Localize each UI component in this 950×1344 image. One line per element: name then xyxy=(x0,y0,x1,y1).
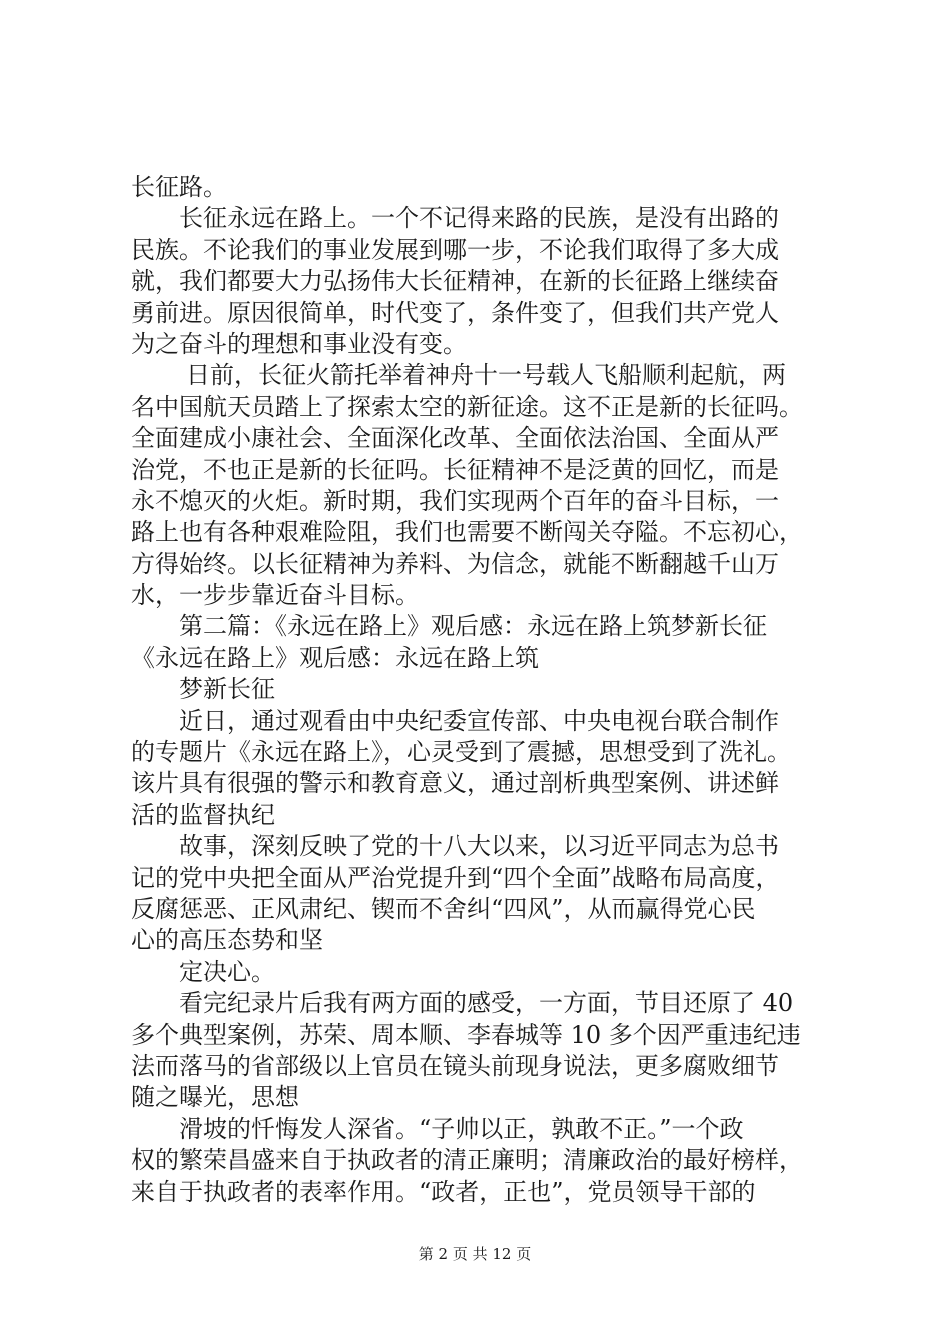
page-footer: 第 2 页 共 12 页 xyxy=(418,1245,532,1263)
text-line: 民族。不论我们的事业发展到哪一步，不论我们取得了多大成 xyxy=(131,235,779,264)
text-line: 的专题片《永远在路上》，心灵受到了震撼，思想受到了洗礼。 xyxy=(131,738,791,767)
text-line: 心的高压态势和坚 xyxy=(131,926,323,955)
text-line: 治党，不也正是新的长征吗。长征精神不是泛黄的回忆，而是 xyxy=(131,455,779,484)
text-line: 多个典型案例，苏荣、周本顺、李春城等 10 多个因严重违纪违 xyxy=(131,1020,801,1049)
text-line: 看完纪录片后我有两方面的感受，一方面，节目还原了 40 xyxy=(179,989,794,1018)
text-line: 滑坡的忏悔发人深省。“子帅以正，孰敢不正。”一个政 xyxy=(179,1114,744,1143)
text-line: 全面建成小康社会、全面深化改革、全面依法治国、全面从严 xyxy=(131,424,779,453)
text-line: 近日，通过观看由中央纪委宣传部、中央电视台联合制作 xyxy=(179,706,779,735)
text-line: 定决心。 xyxy=(179,957,275,986)
text-line: 来自于执政者的表率作用。“政者，正也”，党员领导干部的 xyxy=(131,1177,756,1206)
text-line: 方得始终。以长征精神为养料、为信念，就能不断翻越千山万 xyxy=(131,549,779,578)
text-line: 第二篇：《永远在路上》观后感：永远在路上筑梦新长征 xyxy=(179,612,767,641)
text-line: 梦新长征 xyxy=(179,675,275,704)
text-line: 勇前进。原因很简单，时代变了，条件变了，但我们共产党人 xyxy=(131,298,779,327)
text-line: 记的党中央把全面从严治党提升到“四个全面”战略布局高度， xyxy=(131,863,780,892)
text-line: 名中国航天员踏上了探索太空的新征途。这不正是新的长征吗。 xyxy=(131,392,803,421)
text-line: 《永远在路上》观后感：永远在路上筑 xyxy=(131,643,539,672)
text-line: 为之奋斗的理想和事业没有变。 xyxy=(131,329,467,358)
text-line: 路上也有各种艰难险阻，我们也需要不断闯关夺隘。不忘初心， xyxy=(131,518,803,547)
text-line: 就，我们都要大力弘扬伟大长征精神，在新的长征路上继续奋 xyxy=(131,267,779,296)
text-line: 权的繁荣昌盛来自于执政者的清正廉明；清廉政治的最好榜样， xyxy=(131,1146,803,1175)
text-line: 长征永远在路上。一个不记得来路的民族，是没有出路的 xyxy=(179,204,779,233)
text-line: 反腐惩恶、正风肃纪、锲而不舍纠“四风”，从而赢得党心民 xyxy=(131,894,756,923)
text-line: 永不熄灭的火炬。新时期，我们实现两个百年的奋斗目标，一 xyxy=(131,486,779,515)
text-line: 故事，深刻反映了党的十八大以来，以习近平同志为总书 xyxy=(179,832,779,861)
text-line: 随之曝光，思想 xyxy=(131,1083,299,1112)
document-body xyxy=(131,172,837,1208)
text-line: 该片具有很强的警示和教育意义，通过剖析典型案例、讲述鲜 xyxy=(131,769,779,798)
text-line: 日前，长征火箭托举着神舟十一号载人飞船顺利起航，两 xyxy=(186,361,786,390)
text-line: 法而落马的省部级以上官员在镜头前现身说法，更多腐败细节 xyxy=(131,1051,779,1080)
text-line: 活的监督执纪 xyxy=(131,800,275,829)
text-line: 长征路。 xyxy=(131,173,227,201)
text-line: 水，一步步靠近奋斗目标。 xyxy=(131,581,419,610)
